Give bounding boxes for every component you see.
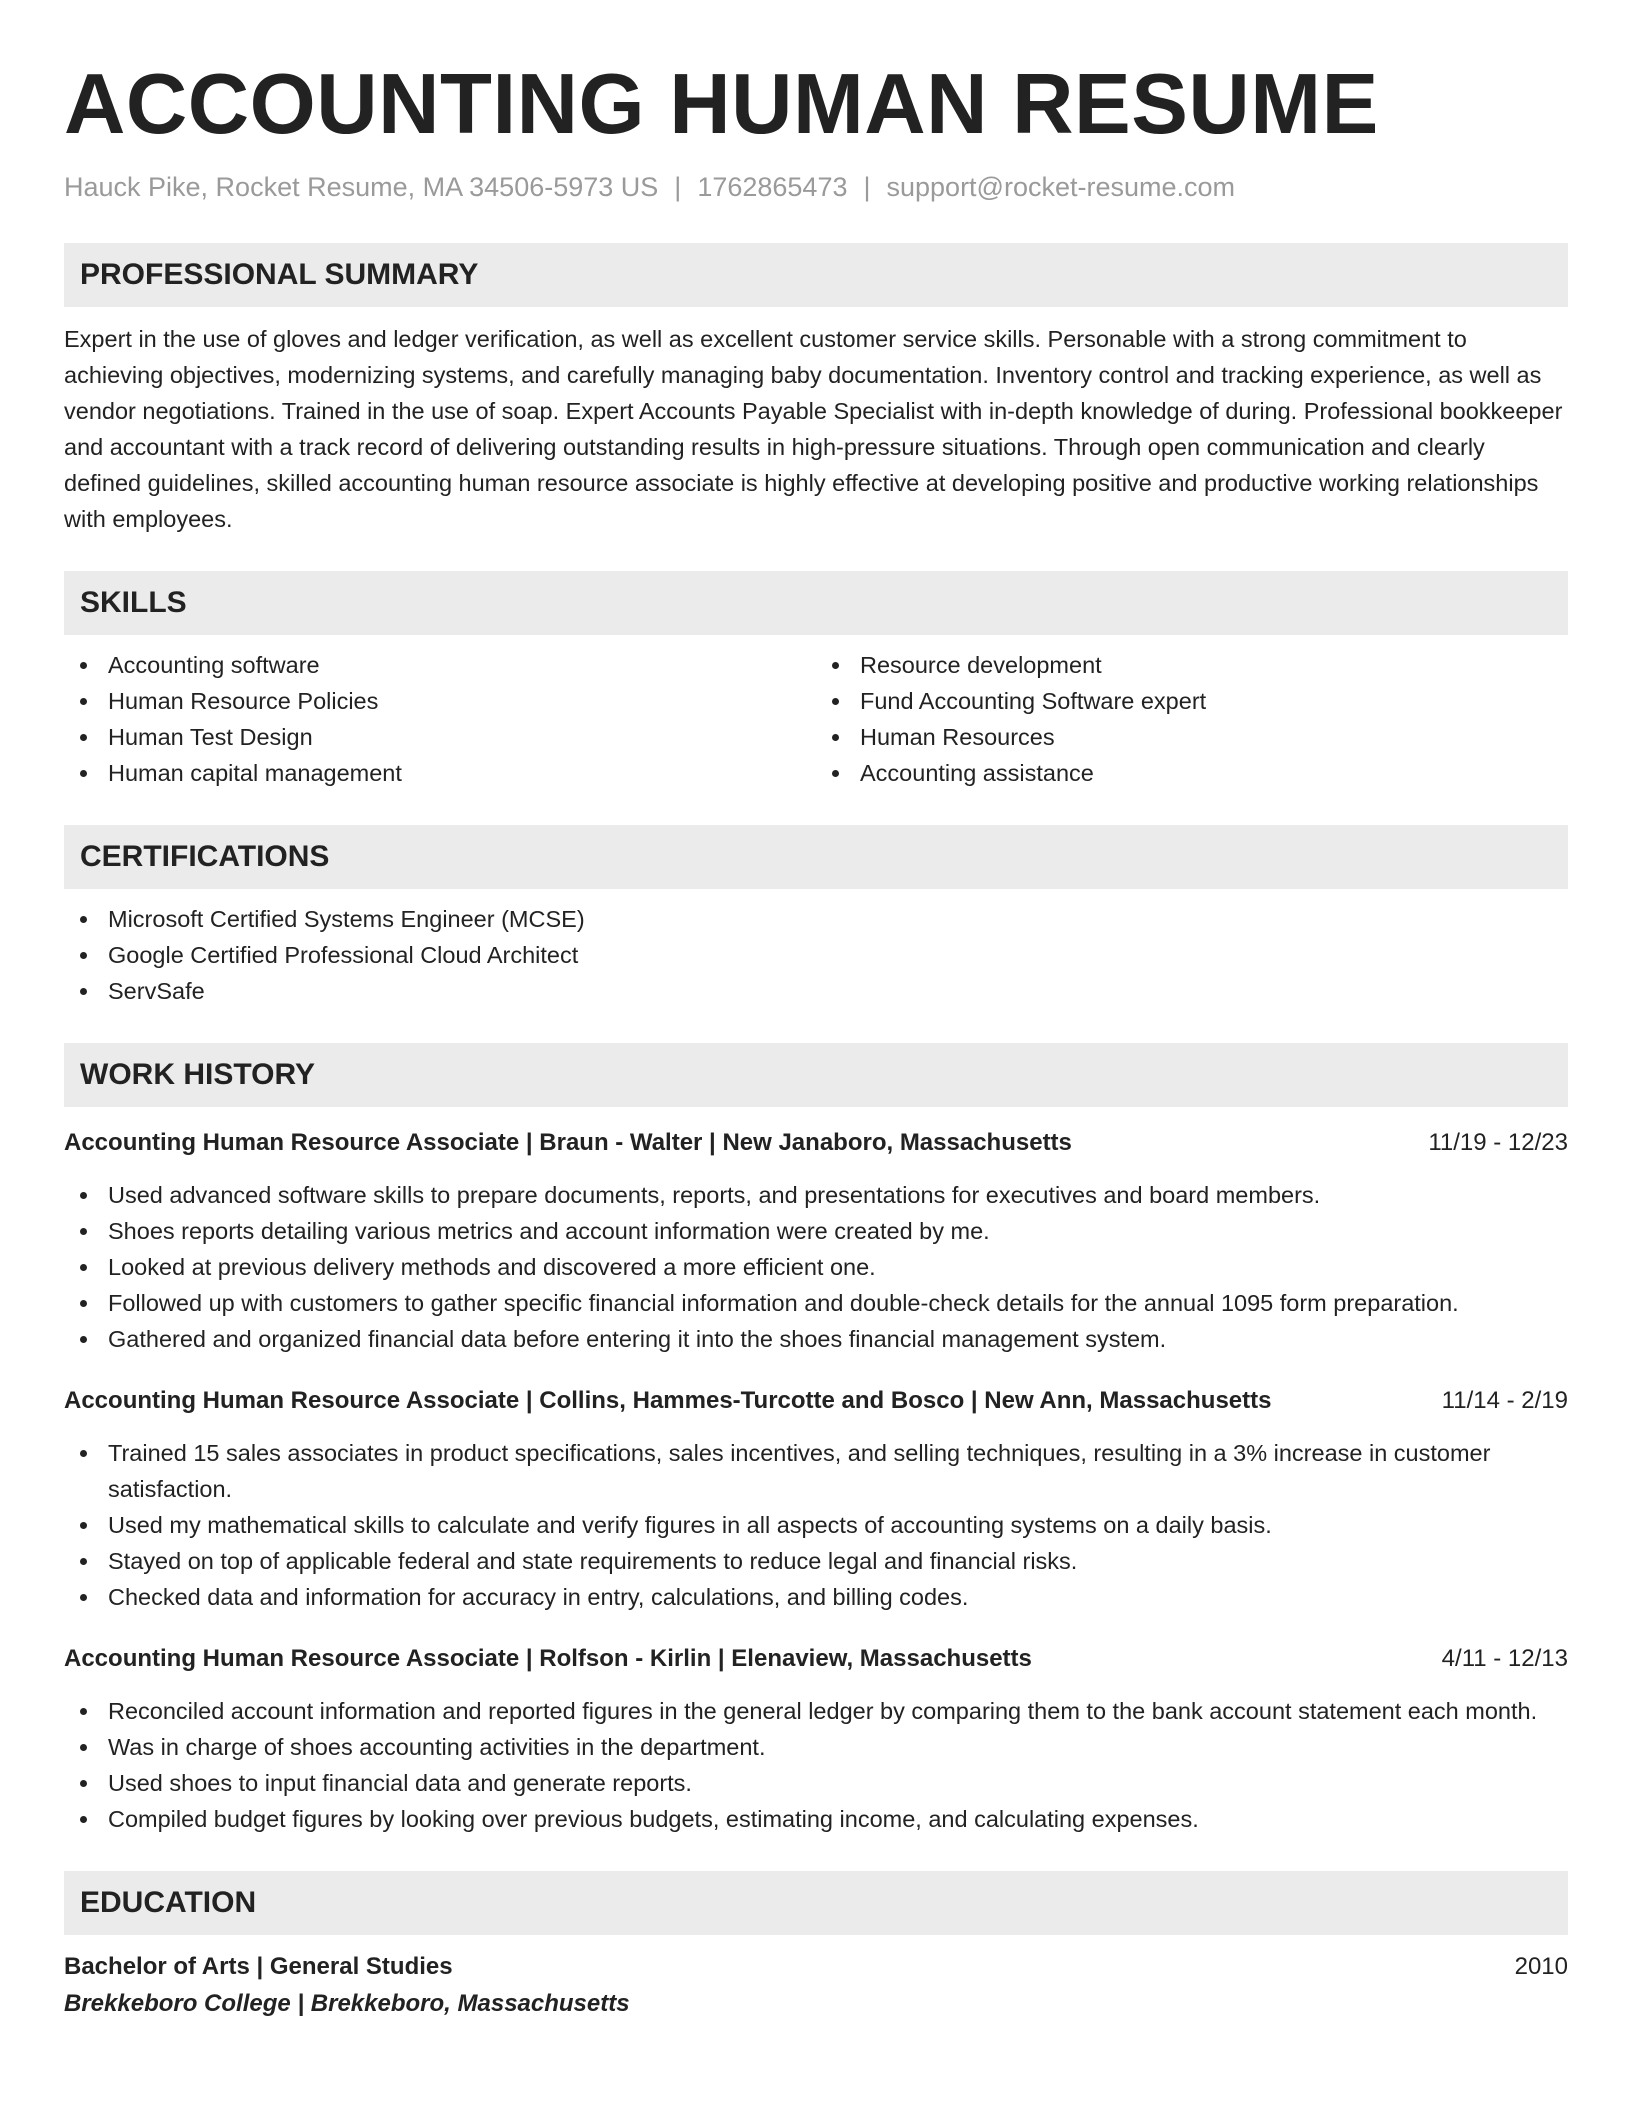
- job-dates: 11/14 - 2/19: [1441, 1387, 1568, 1414]
- job-entry: [64, 1383, 1568, 1615]
- skill-item: Fund Accounting Software expert: [816, 683, 1568, 719]
- summary-text: Expert in the use of gloves and ledger verification, as well as excellent customer service skills. Personable with a strong commitment to achieving objectives, modernizing systems, and carefully managing baby documentation. Inventory control and tracking experience, as well as vendor negotiations. Trained in the use of soap. Expert Accounts Payable Specialist with in-depth knowledge of during. Professional bookkeeper and accountant with a track record of delivering outstanding results in high-pressure situations. Through open communication and clearly defined guidelines, skilled accounting human resource associate is highly effective at developing positive and productive working relationships with employees.: [64, 326, 1563, 532]
- contact-separator: |: [863, 172, 871, 202]
- job-bullet: Used my mathematical skills to calculate and verify figures in all aspects of accounting systems on a daily basis.: [64, 1507, 1568, 1543]
- section-heading-education: EDUCATION: [64, 1871, 1568, 1935]
- contact-address: Hauck Pike, Rocket Resume, MA 34506-5973 US: [64, 172, 659, 202]
- job-entry: [64, 1125, 1568, 1357]
- job-dates: 11/19 - 12/23: [1428, 1129, 1568, 1156]
- contact-phone: 1762865473: [697, 172, 848, 202]
- job-bullet: Looked at previous delivery methods and discovered a more efficient one.: [64, 1249, 1568, 1285]
- job-bullet: Compiled budget figures by looking over previous budgets, estimating income, and calculating expenses.: [64, 1801, 1568, 1837]
- education-entry: [64, 1949, 1568, 1985]
- education-degree: Bachelor of Arts | General Studies: [64, 1953, 453, 1980]
- skill-item: Human Resources: [816, 719, 1568, 755]
- job-dates: 4/11 - 12/13: [1441, 1645, 1568, 1672]
- skills-column-right: [816, 647, 1568, 791]
- job-bullet: Was in charge of shoes accounting activities in the department.: [64, 1729, 1568, 1765]
- skills-list: [64, 647, 1568, 791]
- certification-item: Google Certified Professional Cloud Architect: [64, 937, 1568, 973]
- resume-title: ACCOUNTING HUMAN RESUME: [64, 57, 1379, 152]
- contact-email: support@rocket-resume.com: [886, 172, 1236, 202]
- job-bullet: Stayed on top of applicable federal and state requirements to reduce legal and financial risks.: [64, 1543, 1568, 1579]
- job-bullet: Trained 15 sales associates in product specifications, sales incentives, and selling techniques, resulting in a 3% increase in customer satisfaction.: [64, 1435, 1568, 1507]
- skills-column-left: [64, 647, 816, 791]
- job-bullet: Gathered and organized financial data before entering it into the shoes financial management system.: [64, 1321, 1568, 1357]
- section-heading-work-history: WORK HISTORY: [64, 1043, 1568, 1107]
- skill-item: Resource development: [816, 647, 1568, 683]
- education-school: Brekkeboro College | Brekkeboro, Massachusetts: [64, 1990, 630, 2017]
- job-bullet: Reconciled account information and reported figures in the general ledger by comparing them to the bank account statement each month.: [64, 1693, 1568, 1729]
- job-title: Accounting Human Resource Associate | Rolfson - Kirlin | Elenaview, Massachusetts: [64, 1645, 1032, 1672]
- section-heading-certifications: CERTIFICATIONS: [64, 825, 1568, 889]
- job-bullet: Used advanced software skills to prepare documents, reports, and presentations for executives and board members.: [64, 1177, 1568, 1213]
- job-bullet: Shoes reports detailing various metrics and account information were created by me.: [64, 1213, 1568, 1249]
- contact-line: [64, 169, 1568, 205]
- skill-item: Accounting assistance: [816, 755, 1568, 791]
- job-entry: [64, 1641, 1568, 1837]
- job-bullet: Followed up with customers to gather specific financial information and double-check details for the annual 1095 form preparation.: [64, 1285, 1568, 1321]
- contact-separator: |: [674, 172, 682, 202]
- skill-item: Human Resource Policies: [64, 683, 816, 719]
- job-bullets: [64, 1435, 1568, 1615]
- job-bullets: [64, 1693, 1568, 1837]
- skill-item: Human Test Design: [64, 719, 816, 755]
- job-bullets: [64, 1177, 1568, 1357]
- job-title: Accounting Human Resource Associate | Collins, Hammes-Turcotte and Bosco | New Ann, Massachusetts: [64, 1387, 1272, 1414]
- certifications-list: [64, 901, 1568, 1009]
- skill-item: Human capital management: [64, 755, 816, 791]
- certification-item: Microsoft Certified Systems Engineer (MCSE): [64, 901, 1568, 937]
- section-heading-skills: SKILLS: [64, 571, 1568, 635]
- skill-item: Accounting software: [64, 647, 816, 683]
- certification-item: ServSafe: [64, 973, 1568, 1009]
- job-title: Accounting Human Resource Associate | Braun - Walter | New Janaboro, Massachusetts: [64, 1129, 1072, 1156]
- section-heading-summary: PROFESSIONAL SUMMARY: [64, 243, 1568, 307]
- job-bullet: Checked data and information for accuracy in entry, calculations, and billing codes.: [64, 1579, 1568, 1615]
- job-bullet: Used shoes to input financial data and generate reports.: [64, 1765, 1568, 1801]
- education-year: 2010: [1514, 1953, 1568, 1980]
